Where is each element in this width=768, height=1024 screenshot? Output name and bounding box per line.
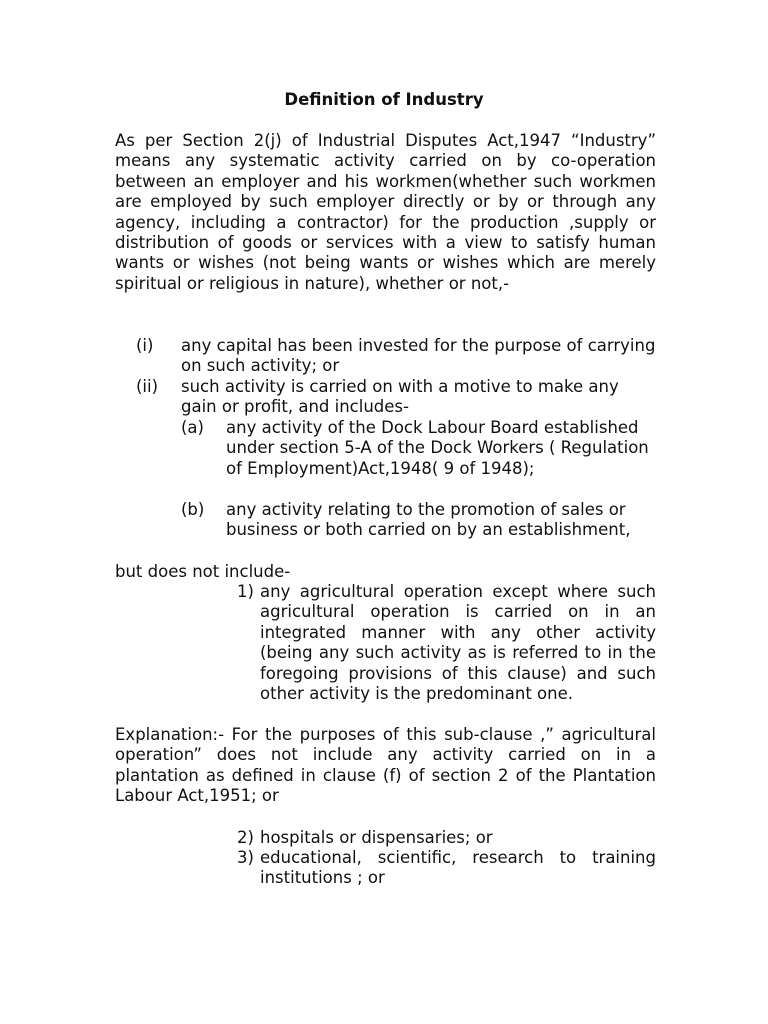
intro-paragraph: As per Section 2(j) of Industrial Disputes Act,1947 “Industry” means any systematic activity carried on by co-operation between an employer and his workmen(whether such workmen are employed by such employer directly or by or through any agency, including a contractor) for the production ,supply or distribution of goods or services with a view to satisfy human wants or wishes (not being wants or wishes which are merely spiritual or religious in nature), whether or not,- <box>115 131 656 293</box>
exclusion-number: 2) <box>237 828 254 847</box>
list-item-text: such activity is carried on with a motive to make any gain or profit, and includes- <box>181 377 619 417</box>
sublist-item-letter: (b) <box>181 500 205 519</box>
exclusions-heading: but does not include- <box>115 562 291 581</box>
exclusion-number: 3) <box>237 848 254 867</box>
sublist-item-text: any activity of the Dock Labour Board established under section 5-A of the Dock Workers ( Regulation of Employment)Act,1948( 9 of 1948); <box>226 418 649 478</box>
exclusion-number: 1) <box>237 582 254 601</box>
explanation-paragraph: Explanation:- For the purposes of this sub-clause ,” agricultural operation” does not include any activity carried on in a plantation as defined in clause (f) of section 2 of the Plantation Labour Act,1951; or <box>115 725 656 806</box>
list-item-number: (ii) <box>136 377 159 396</box>
exclusion-text: hospitals or dispensaries; or <box>260 828 493 847</box>
list-item-text: any capital has been invested for the purpose of carrying on such activity; or <box>181 336 656 376</box>
sublist-item-letter: (a) <box>181 418 204 437</box>
exclusion-text: educational, scientific, research to training institutions ; or <box>260 848 656 888</box>
list-item-number: (i) <box>136 336 154 355</box>
document-title: Definition of Industry <box>284 90 484 109</box>
exclusion-text: any agricultural operation except where such agricultural operation is carried on in an integrated manner with any other activity (being any such activity as is referred to in the foregoing provisions of this clause) and such other activity is the predominant one. <box>260 582 656 704</box>
sublist-item-text: any activity relating to the promotion of sales or business or both carried on by an establishment, <box>226 500 631 540</box>
